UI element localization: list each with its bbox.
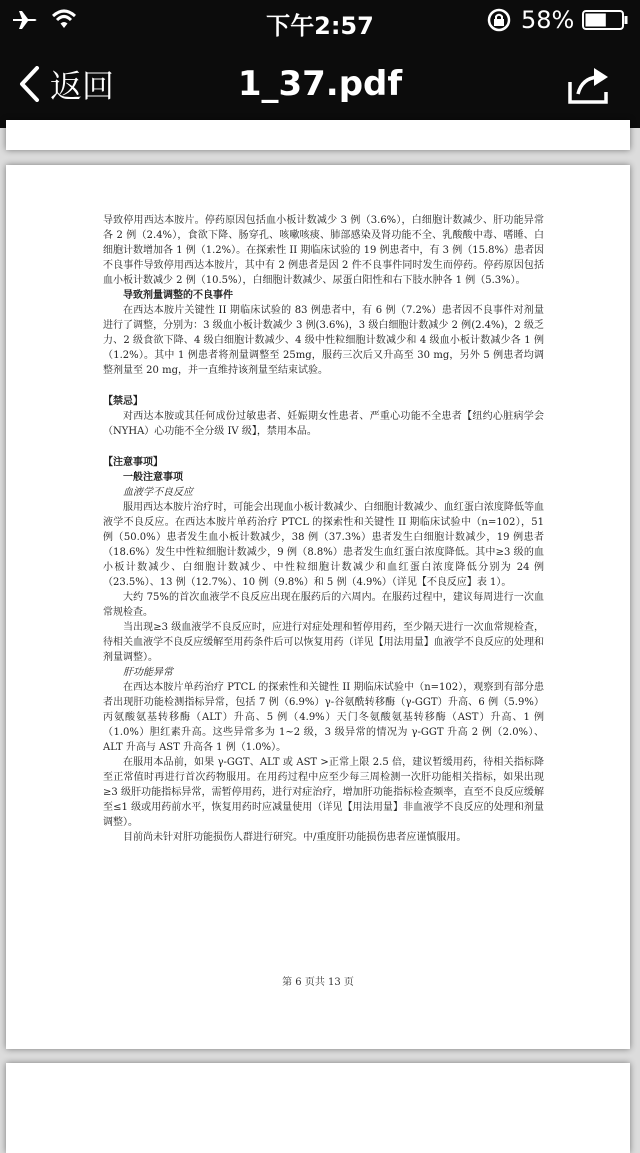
share-icon[interactable] [566, 66, 612, 106]
nav-bar [0, 40, 640, 128]
next-page [6, 1063, 630, 1153]
section-heading-contraindications: 【禁忌】 [103, 396, 143, 407]
status-time: 下午2:57 [266, 12, 374, 40]
paragraph: 大约 75%的首次血液学不良反应出现在服药后的六周内。在服药过程中，建议每周进行一次血常规检查。 [103, 592, 544, 618]
back-label: 返回 [50, 67, 115, 105]
paragraph: 在服用本品前，如果 γ-GGT、ALT 或 AST >正常上限 2.5 倍，建议暂缓用药，待相关指标降至正常值时再进行首次药物服用。在用药过程中应至少每三周检测一次肝功能相关指标，如果出现≥3 级肝功能指标异常，需暂停用药，进行对症治疗，增加肝功能指标检查频率，直至不良反应缓解至≤1 级或用药前水平，恢复用药时应减量使用（详见【用法用量】非血液学不良反应的处理和剂量调整）。 [103, 757, 544, 828]
previous-page [6, 120, 630, 150]
paragraph: 目前尚未针对肝功能损伤人群进行研究。中/重度肝功能损伤患者应谨慎服用。 [123, 832, 467, 843]
top-bar [0, 0, 640, 128]
chevron-left-icon [18, 66, 40, 102]
back-button[interactable] [18, 62, 114, 106]
paragraph: 当出现≥3 级血液学不良反应时，应进行对症处理和暂停用药，至少隔天进行一次血常规检查，待相关血液学不良反应缓解至用药条件后可以恢复用药（详见【用法用量】血液学不良反应的处理和剂量调整）。 [103, 622, 544, 663]
paragraph: 在西达本胺片关键性 II 期临床试验的 83 例患者中，有 6 例（7.2%）患者因不良事件对剂量进行了调整，分别为：3 级血小板计数减少 3 例(3.6%)，3 级白细胞计数减少 2 例(2.4%)，2 级乏力、2 级食欲下降、4 级白细胞计数减少、4 级中性粒细胞计数减少和 4 级血小板计数减少各 1 例（1.2%）。其中 1 例患者将剂量调整至 25mg，服药三次后又升高至 30 mg，另外 5 例患者均调整剂量至 20 mg，并一直维持该剂量至结束试验。 [103, 305, 544, 376]
italic-subheading: 肝功能异常 [123, 667, 173, 678]
paragraph: 服用西达本胺片治疗时，可能会出现血小板计数减少、白细胞计数减少、血红蛋白浓度降低等血液学不良反应。在西达本胺片单药治疗 PTCL 的探索性和关键性 II 期临床试验中（n=102），51 例（50.0%）患者发生血小板计数减少，38 例（37.3%）患者发生白细胞计数减少，19 例患者（18.6%）发生中性粒细胞计数减少，9 例（8.8%）患者发生血红蛋白浓度降低。其中≥3 级的血小板计数减少、白细胞计数减少、中性粒细胞计数减少和血红蛋白浓度降低分别为 24 例（23.5%）、13 例（12.7%）、10 例（9.8%）和 5 例（4.9%）（详见【不良反应】表 1）。 [103, 502, 544, 588]
subheading: 导致剂量调整的不良事件 [123, 290, 233, 301]
page-content [103, 213, 544, 845]
document-title: 1_37.pdf [237, 64, 403, 104]
battery-icon [582, 10, 628, 30]
page-footer: 第 6 页共 13 页 [282, 977, 354, 988]
italic-subheading: 血液学不良反应 [123, 487, 193, 498]
section-heading-precautions: 【注意事项】 [103, 457, 163, 468]
battery-percent: 58% [521, 6, 575, 34]
pdf-page[interactable] [6, 165, 630, 1049]
paragraph: 对西达本胺或其任何成份过敏患者、妊娠期女性患者、严重心功能不全患者【纽约心脏病学会（NYHA）心功能不全分级 IV 级】，禁用本品。 [103, 411, 544, 437]
paragraph: 在西达本胺片单药治疗 PTCL 的探索性和关键性 II 期临床试验中（n=102），观察到有部分患者出现肝功能检测指标异常，包括 7 例（6.9%）γ-谷氨酰转移酶（γ-GGT）升高、6 例（5.9%）丙氨酸氨基转移酶（ALT）升高、5 例（4.9%）天门冬氨酸氨基转移酶（AST）升高、1 例（1.0%）胆红素升高。这些异常多为 1~2 级，3 级异常的情况为 γ-GGT 升高 2 例（2.0%）、ALT 升高与 AST 升高各 1 例（1.0%）。 [103, 682, 544, 753]
subheading: 一般注意事项 [123, 472, 183, 483]
status-bar [0, 0, 640, 40]
paragraph: 导致停用西达本胺片。停药原因包括血小板计数减少 3 例（3.6%），白细胞计数减少、肝功能异常各 2 例（2.4%），食欲下降、肠穿孔、咳嗽咳痰、肺部感染及肾功能不全、乳酸酸中毒、嗜睡、白细胞计数增加各 1 例（1.2%）。在探索性 II 期临床试验的 19 例患者中，有 3 例（15.8%）患者因不良事件导致停用西达本胺片，其中有 2 例患者是因 2 件不良事件同时发生而停药。停药原因包括血小板计数减少 2 例（10.5%），白细胞计数减少、尿蛋白阳性和右下肢水肿各 1 例（5.3%）。 [103, 215, 544, 286]
rotation-lock-icon [486, 8, 512, 32]
